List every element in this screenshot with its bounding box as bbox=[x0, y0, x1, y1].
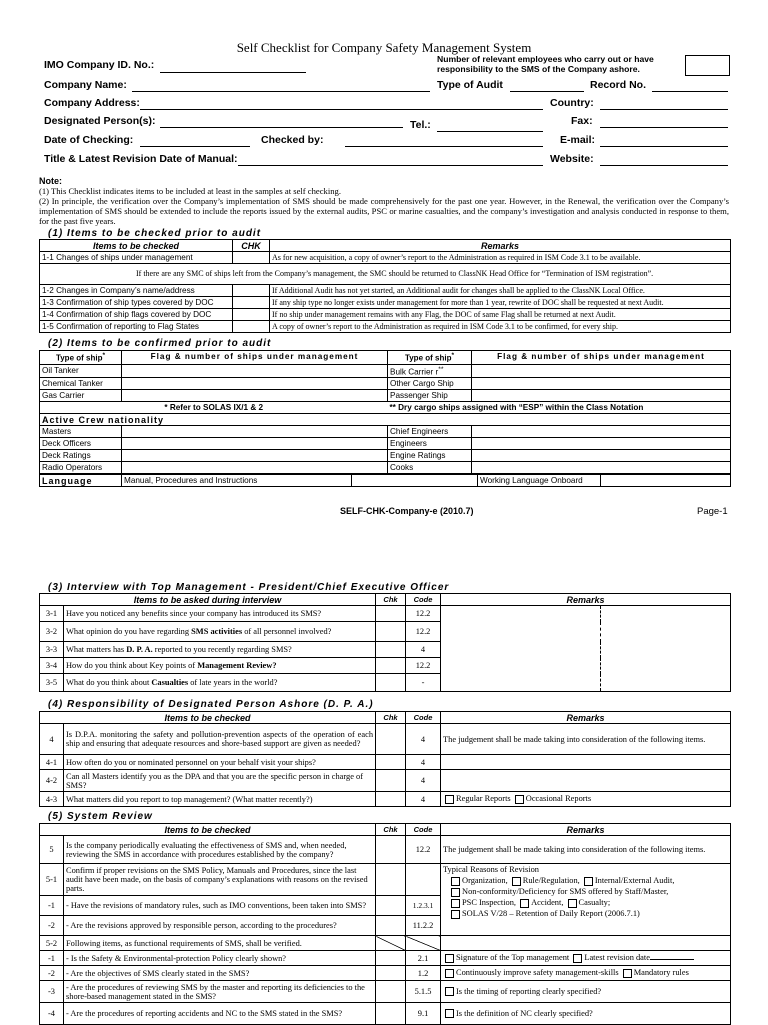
code-cell bbox=[406, 864, 441, 896]
website-label: Website: bbox=[550, 153, 594, 165]
crew-role: Masters bbox=[40, 426, 122, 438]
checkbox[interactable] bbox=[573, 954, 582, 963]
row-number: 3-2 bbox=[40, 622, 64, 642]
chk-cell[interactable] bbox=[376, 770, 406, 792]
code-cell: 9.1 bbox=[406, 1003, 441, 1025]
row-number: 3-5 bbox=[40, 674, 64, 692]
table-row: - Are the revisions approved by responsible person, according to the procedures? bbox=[64, 916, 376, 936]
flag-header: Flag & number of ships under management bbox=[472, 351, 731, 365]
code-cell: - bbox=[406, 674, 441, 692]
table-row: 1-5 Confirmation of reporting to Flag States bbox=[40, 321, 233, 333]
chk-cell[interactable] bbox=[376, 724, 406, 755]
row-number: 5 bbox=[40, 836, 64, 864]
audit-type-field[interactable] bbox=[510, 91, 584, 92]
table-row: 1-1 Changes of ships under management bbox=[40, 252, 233, 264]
designated-label: Designated Person(s): bbox=[44, 115, 156, 127]
remark-cell bbox=[441, 936, 731, 951]
crew-cell[interactable] bbox=[472, 426, 731, 438]
language-onboard-field[interactable] bbox=[601, 475, 731, 487]
row-number: 3-3 bbox=[40, 642, 64, 658]
imo-field[interactable] bbox=[160, 72, 306, 73]
revision-title: Typical Reasons of Revision bbox=[443, 865, 539, 874]
fax-label: Fax: bbox=[571, 115, 593, 127]
row-number: -1 bbox=[40, 896, 64, 916]
employees-label: Number of relevant employees who carry out or have responsibility to the SMS of the Company ashore. bbox=[437, 54, 654, 74]
table-row: - Are the objectives of SMS clearly stated in the SMS? bbox=[64, 966, 376, 981]
remarks-header: Remarks bbox=[441, 824, 731, 836]
flag-cell[interactable] bbox=[472, 390, 731, 402]
crew-cell[interactable] bbox=[472, 462, 731, 474]
table-row: - Are the procedures of reporting accidents and NC to the SMS stated in the SMS? bbox=[64, 1003, 376, 1025]
chk-cell[interactable] bbox=[376, 951, 406, 966]
remark-cell: Continuously improve safety management-skills Mandatory rules bbox=[441, 966, 731, 981]
designated-field[interactable] bbox=[160, 127, 403, 128]
section-3-title: (3) Interview with Top Management - President/Chief Executive Officer bbox=[48, 582, 450, 593]
checkbox[interactable] bbox=[451, 910, 460, 919]
items-header: Items to be asked during interview bbox=[40, 594, 376, 606]
section-5-table bbox=[39, 823, 731, 1025]
section-4-table bbox=[39, 711, 731, 807]
email-label: E-mail: bbox=[560, 134, 596, 146]
address-field[interactable] bbox=[140, 109, 543, 110]
crew-cell[interactable] bbox=[472, 450, 731, 462]
note-2: (2) In principle, the verification over the Company’s implementation of SMS should be made comprehensively for the past one year. However, in the Renewal, the verification over the Company’s implementation of SMS should be extended to include the reports issued by the external audits, PSC or marine casualties, and the company’s investigation and analysis conducted in response to them, for the past five years. bbox=[39, 196, 729, 226]
remark-cell: Is the definition of NC clearly specified? bbox=[441, 1003, 731, 1025]
code-cell: 4 bbox=[406, 724, 441, 755]
remark-cell: A copy of owner’s report to the Administration as required in ISM Code 3.1 to be confirmed, for every ship. bbox=[270, 321, 731, 333]
remark-cell: As for new acquisition, a copy of owner’s report to the Administration as required in ISM Code 3.1 to be available. bbox=[270, 252, 731, 264]
chk-cell[interactable] bbox=[376, 658, 406, 674]
items-header: Items to be checked bbox=[40, 240, 233, 252]
row-number: -2 bbox=[40, 916, 64, 936]
table-row: - Is the Safety & Environmental-protection Policy clearly shown? bbox=[64, 951, 376, 966]
ref-note: ** Dry cargo ships assigned with “ESP” within the Class Notation bbox=[388, 402, 731, 414]
table-row: - Are the procedures of reviewing SMS by the master and reporting its deficiencies to the shore-based management stated in the SMS? bbox=[64, 981, 376, 1003]
code-cell: 4 bbox=[406, 792, 441, 807]
ref-note: * Refer to SOLAS IX/1 & 2 bbox=[40, 402, 388, 414]
code-cell: 4 bbox=[406, 755, 441, 770]
remark-cell[interactable] bbox=[441, 755, 731, 770]
remarks-header: Remarks bbox=[270, 240, 731, 252]
date-field[interactable] bbox=[140, 146, 250, 147]
code-header: Code bbox=[406, 712, 441, 724]
page-number: Page-1 bbox=[697, 506, 728, 517]
code-cell: 1.2.3.1 bbox=[406, 896, 441, 916]
remark-cell[interactable] bbox=[601, 606, 731, 692]
table-row: What matters did you report to top management? (What matter recently?) bbox=[64, 792, 376, 807]
chk-cell[interactable] bbox=[376, 836, 406, 864]
country-field[interactable] bbox=[600, 109, 728, 110]
checkbox[interactable] bbox=[445, 987, 454, 996]
section-3-table bbox=[39, 593, 731, 692]
checkbox[interactable] bbox=[584, 877, 593, 886]
language-manual-label: Manual, Procedures and Instructions bbox=[122, 475, 352, 487]
imo-label: IMO Company ID. No.: bbox=[44, 59, 155, 71]
chk-header: Chk bbox=[376, 594, 406, 606]
checkbox[interactable] bbox=[520, 899, 529, 908]
checkbox[interactable] bbox=[445, 969, 454, 978]
table-row: 1-2 Changes in Company’s name/address bbox=[40, 285, 233, 297]
row-number: 4 bbox=[40, 724, 64, 755]
table-row: Confirm if proper revisions on the SMS Policy, Manuals and Procedures, since the last audit have been made, on the basis of company’s explanations with reasons on the revised parts. bbox=[64, 864, 376, 896]
code-cell: 12.2 bbox=[406, 836, 441, 864]
checkbox[interactable] bbox=[451, 899, 460, 908]
code-cell: 4 bbox=[406, 642, 441, 658]
chk-cell[interactable] bbox=[376, 642, 406, 658]
remark-cell: If no ship under management remains with any Flag, the DOC of same Flag shall be returned at next Audit. bbox=[270, 309, 731, 321]
crew-role: Engine Ratings bbox=[388, 450, 472, 462]
table-row: What matters has D. P. A. reported to you recently regarding SMS? bbox=[64, 642, 376, 658]
code-header: Code bbox=[406, 594, 441, 606]
flag-cell[interactable] bbox=[122, 378, 388, 390]
company-name-field[interactable] bbox=[132, 91, 430, 92]
table-row: How often do you or nominated personnel on your behalf visit your ships? bbox=[64, 755, 376, 770]
occasional-reports-label: Occasional Reports bbox=[525, 794, 592, 804]
flag-cell[interactable] bbox=[472, 364, 731, 378]
chk-cell[interactable] bbox=[376, 622, 406, 642]
remark-cell[interactable] bbox=[441, 606, 601, 692]
language-title: Language bbox=[40, 475, 122, 487]
remark-cell: The judgement shall be made taking into consideration of the following items. bbox=[441, 836, 731, 864]
date-underline[interactable] bbox=[650, 959, 694, 960]
crew-cell[interactable] bbox=[122, 438, 388, 450]
remark-cell: Signature of the Top management Latest revision date bbox=[441, 951, 731, 966]
table-row: Following items, as functional requirements of SMS, shall be verified. bbox=[64, 936, 376, 951]
flag-cell[interactable] bbox=[122, 390, 388, 402]
chk-cell[interactable] bbox=[376, 916, 406, 936]
fax-field[interactable] bbox=[600, 127, 728, 128]
checked-label: Checked by: bbox=[261, 134, 324, 146]
flag-cell[interactable] bbox=[122, 364, 388, 378]
ship-type: Chemical Tanker bbox=[40, 378, 122, 390]
remark-cell bbox=[441, 792, 731, 807]
manual-label: Title & Latest Revision Date of Manual: bbox=[44, 153, 238, 165]
code-cell: 4 bbox=[406, 770, 441, 792]
table-row: Is the company periodically evaluating the effectiveness of SMS and, when needed, reviewing the SMS in accordance with procedures established by the company? bbox=[64, 836, 376, 864]
audit-type-label: Type of Audit bbox=[437, 79, 503, 91]
section-2-title: (2) Items to be confirmed prior to audit bbox=[48, 338, 272, 349]
table-row: Have you noticed any benefits since your company has introduced its SMS? bbox=[64, 606, 376, 622]
row-number: -1 bbox=[40, 951, 64, 966]
remarks-header: Remarks bbox=[441, 712, 731, 724]
language-table bbox=[39, 474, 731, 487]
employees-field[interactable] bbox=[685, 55, 730, 76]
remark-cell: If any ship type no longer exists under management for more than 1 year, rewrite of DOC shall be requested at next Audit. bbox=[270, 297, 731, 309]
country-label: Country: bbox=[550, 97, 594, 109]
note-1: (1) This Checklist indicates items to be included at least in the samples at self checking. bbox=[39, 186, 341, 196]
row-number: 5-1 bbox=[40, 864, 64, 896]
code-cell: 1.2 bbox=[406, 966, 441, 981]
code-header: Code bbox=[406, 824, 441, 836]
chk-cell[interactable] bbox=[376, 966, 406, 981]
row-number: 4-2 bbox=[40, 770, 64, 792]
section-2-table bbox=[39, 350, 731, 474]
chk-cell[interactable] bbox=[376, 792, 406, 807]
table-row: How do you think about Key points of Management Review? bbox=[64, 658, 376, 674]
revision-reasons: Typical Reasons of Revision Organization, Rule/Regulation, Internal/External Audit, Non-conformity/Deficiency for SMS offered by Staff/Master, PSC Inspection, Accident, Casualty; SOLAS V/28 – Retention of Daily Report (2006.7.1) bbox=[441, 864, 731, 936]
occasional-reports-checkbox[interactable] bbox=[515, 795, 524, 804]
type-header: Type of ship* bbox=[388, 351, 472, 365]
checkbox[interactable] bbox=[451, 877, 460, 886]
items-header: Items to be checked bbox=[40, 712, 376, 724]
chk-cell[interactable] bbox=[376, 606, 406, 622]
table-row: Can all Masters identify you as the DPA and that you are the specific person in charge of SMS? bbox=[64, 770, 376, 792]
chk-cell[interactable] bbox=[233, 321, 270, 333]
crew-role: Deck Officers bbox=[40, 438, 122, 450]
chk-cell[interactable] bbox=[376, 755, 406, 770]
crew-role: Cooks bbox=[388, 462, 472, 474]
remark-cell: If there are any SMC of ships left from the Company’s management, the SMC should be returned to ClassNK Head Office for “Termination of ISM registration”. bbox=[40, 264, 731, 285]
ship-type: Oil Tanker bbox=[40, 364, 122, 378]
chk-cell[interactable] bbox=[376, 896, 406, 916]
tel-label: Tel.: bbox=[410, 119, 431, 131]
table-row: - Have the revisions of mandatory rules, such as IMO conventions, been taken into SMS? bbox=[64, 896, 376, 916]
code-cell: 5.1.5 bbox=[406, 981, 441, 1003]
code-cell: 2.1 bbox=[406, 951, 441, 966]
chk-cell[interactable] bbox=[233, 252, 270, 264]
note-heading: Note: bbox=[39, 176, 62, 186]
crew-role: Chief Engineers bbox=[388, 426, 472, 438]
record-label: Record No. bbox=[590, 79, 647, 91]
flag-cell[interactable] bbox=[472, 378, 731, 390]
website-field[interactable] bbox=[600, 165, 728, 166]
crew-role: Radio Operators bbox=[40, 462, 122, 474]
table-row: What do you think about Casualties of late years in the world? bbox=[64, 674, 376, 692]
regular-reports-label: Regular Reports bbox=[456, 794, 511, 804]
code-cell: 11.2.2 bbox=[406, 916, 441, 936]
table-row: 1-4 Confirmation of ship flags covered by DOC bbox=[40, 309, 233, 321]
table-row: Is D.P.A. monitoring the safety and pollution-prevention aspects of the operation of each ship and ensuring that adequate resources and shore-based support are given as needed? bbox=[64, 724, 376, 755]
record-field[interactable] bbox=[652, 91, 728, 92]
chk-cell[interactable] bbox=[233, 297, 270, 309]
ship-type: Passenger Ship bbox=[388, 390, 472, 402]
row-number: 5-2 bbox=[40, 936, 64, 951]
remarks-header: Remarks bbox=[441, 594, 731, 606]
chk-cell bbox=[376, 936, 406, 951]
manual-field[interactable] bbox=[238, 165, 543, 166]
code-cell bbox=[406, 936, 441, 951]
chk-header: CHK bbox=[233, 240, 270, 252]
ship-type: Other Cargo Ship bbox=[388, 378, 472, 390]
row-number: -4 bbox=[40, 1003, 64, 1025]
table-row: 1-3 Confirmation of ship types covered by DOC bbox=[40, 297, 233, 309]
remark-cell: The judgement shall be made taking into consideration of the following items. bbox=[441, 724, 731, 755]
type-header: Type of ship* bbox=[40, 351, 122, 365]
checkbox[interactable] bbox=[445, 1009, 454, 1018]
flag-header: Flag & number of ships under management bbox=[122, 351, 388, 365]
row-number: 4-1 bbox=[40, 755, 64, 770]
section-1-title: (1) Items to be checked prior to audit bbox=[48, 228, 262, 239]
company-name-label: Company Name: bbox=[44, 79, 127, 91]
chk-header: Chk bbox=[376, 824, 406, 836]
form-code: SELF-CHK-Company-e (2010.7) bbox=[340, 506, 474, 516]
section-5-title: (5) System Review bbox=[48, 811, 153, 822]
checkbox[interactable] bbox=[451, 888, 460, 897]
ship-type: Gas Carrier bbox=[40, 390, 122, 402]
chk-header: Chk bbox=[376, 712, 406, 724]
crew-role: Deck Ratings bbox=[40, 450, 122, 462]
date-label: Date of Checking: bbox=[44, 134, 134, 146]
address-label: Company Address: bbox=[44, 97, 140, 109]
checkbox[interactable] bbox=[512, 877, 521, 886]
row-number: -2 bbox=[40, 966, 64, 981]
chk-cell[interactable] bbox=[233, 309, 270, 321]
crew-cell[interactable] bbox=[122, 426, 388, 438]
items-header: Items to be checked bbox=[40, 824, 376, 836]
section-1-table bbox=[39, 239, 731, 333]
crew-role: Engineers bbox=[388, 438, 472, 450]
page-title: Self Checklist for Company Safety Management System bbox=[236, 40, 532, 55]
crew-cell[interactable] bbox=[472, 438, 731, 450]
checkbox[interactable] bbox=[445, 954, 454, 963]
language-manual-field[interactable] bbox=[352, 475, 478, 487]
remark-cell: If Additional Audit has not yet started, an Additional audit for changes shall be applied to the ClassNK Local Office. bbox=[270, 285, 731, 297]
crew-cell[interactable] bbox=[122, 450, 388, 462]
regular-reports-checkbox[interactable] bbox=[445, 795, 454, 804]
code-cell: 12.2 bbox=[406, 606, 441, 622]
remark-cell: Is the timing of reporting clearly specified? bbox=[441, 981, 731, 1003]
checked-field[interactable] bbox=[345, 146, 543, 147]
table-row: What opinion do you have regarding SMS activities of all personnel involved? bbox=[64, 622, 376, 642]
chk-cell[interactable] bbox=[376, 1003, 406, 1025]
language-onboard-label: Working Language Onboard bbox=[478, 475, 601, 487]
chk-cell[interactable] bbox=[376, 981, 406, 1003]
checkbox[interactable] bbox=[623, 969, 632, 978]
tel-field[interactable] bbox=[437, 131, 543, 132]
chk-cell[interactable] bbox=[233, 285, 270, 297]
chk-cell[interactable] bbox=[376, 864, 406, 896]
row-number: 3-1 bbox=[40, 606, 64, 622]
code-cell: 12.2 bbox=[406, 622, 441, 642]
remark-cell[interactable] bbox=[441, 770, 731, 792]
section-4-title: (4) Responsibility of Designated Person Ashore (D. P. A.) bbox=[48, 699, 374, 710]
checkbox[interactable] bbox=[568, 899, 577, 908]
ship-type: Bulk Carrier r** bbox=[388, 364, 472, 378]
crew-cell[interactable] bbox=[122, 462, 388, 474]
email-field[interactable] bbox=[600, 146, 728, 147]
crew-title: Active Crew nationality bbox=[40, 414, 731, 426]
row-number: -3 bbox=[40, 981, 64, 1003]
row-number: 3-4 bbox=[40, 658, 64, 674]
row-number: 4-3 bbox=[40, 792, 64, 807]
chk-cell[interactable] bbox=[376, 674, 406, 692]
code-cell: 12.2 bbox=[406, 658, 441, 674]
